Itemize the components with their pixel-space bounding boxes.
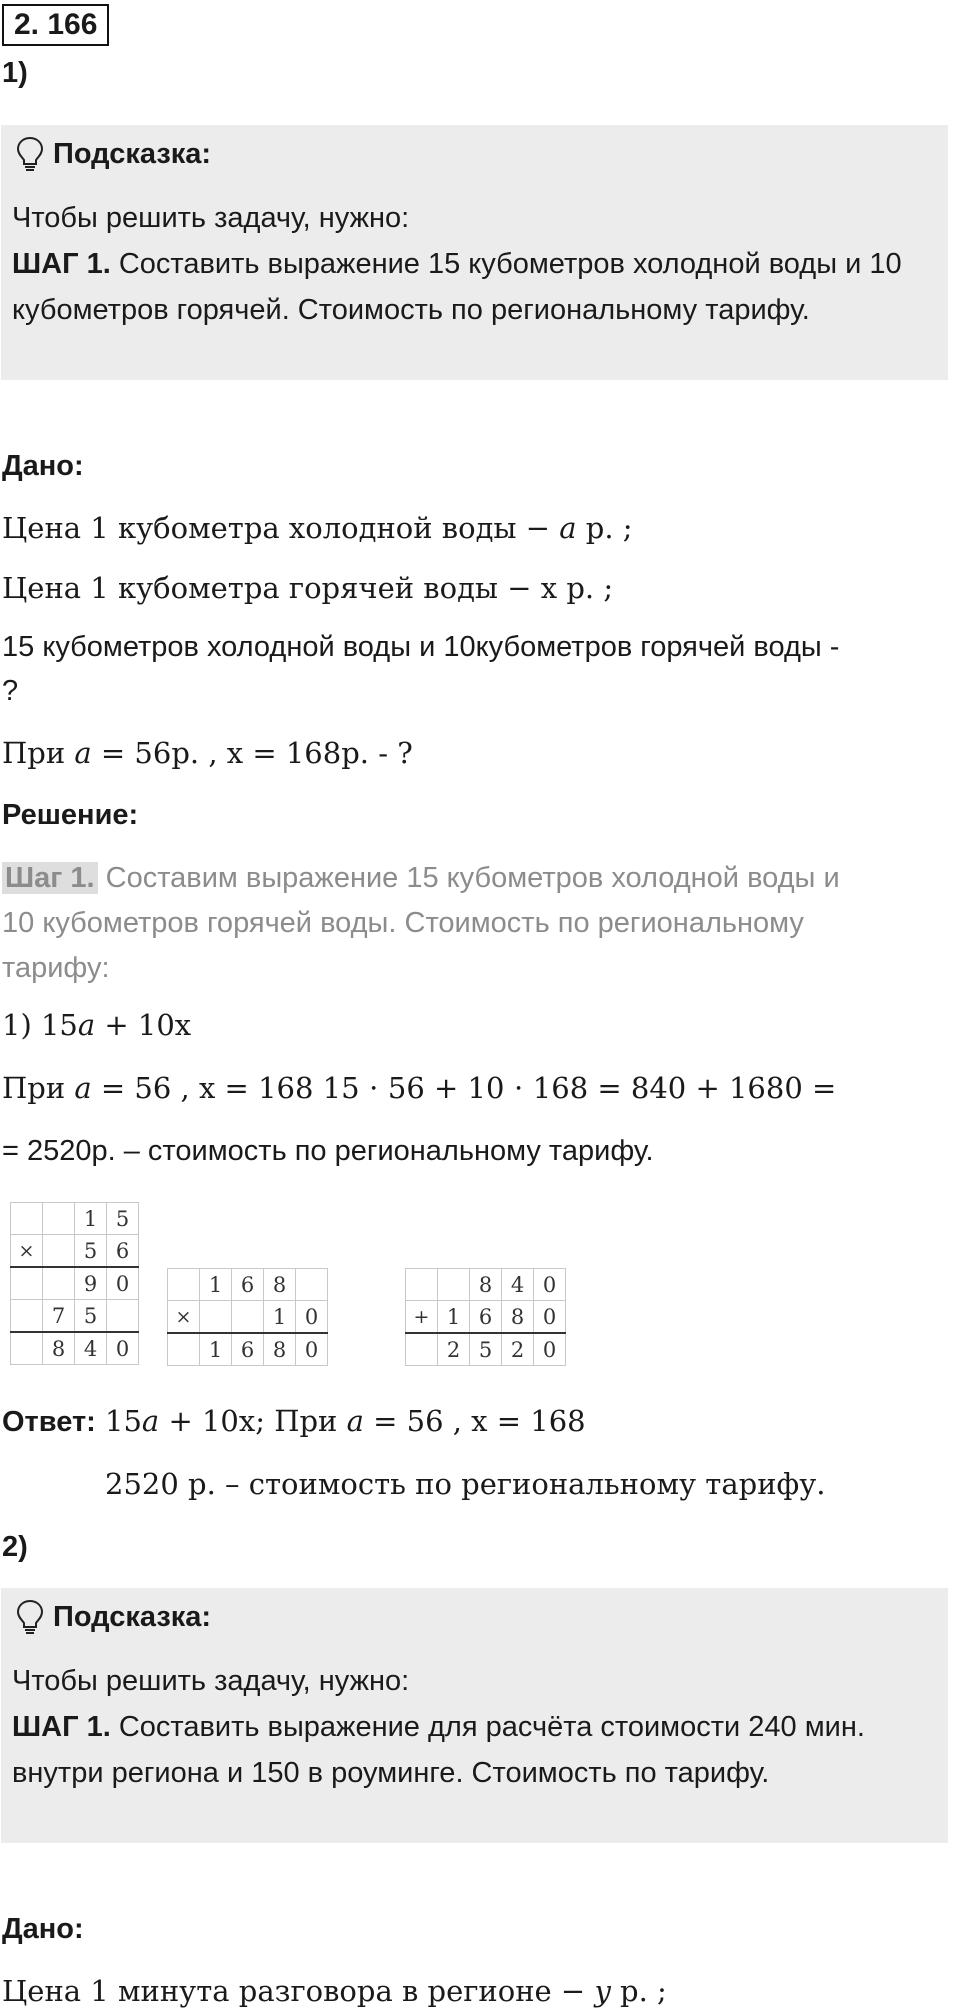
calc-cell: 6: [107, 1235, 139, 1268]
calc-cell: 6: [470, 1301, 502, 1334]
calc-cell: 1: [200, 1333, 232, 1366]
step-text: Составим выражение 15 кубометров холодной воды и: [97, 862, 840, 894]
calc-cell: [296, 1269, 328, 1301]
solution-line: 1) 15𝑎 + 10x: [2, 1008, 192, 1042]
given-label: Дано:: [2, 1913, 84, 1945]
answer-text: 15𝑎 + 10x; При 𝑎 = 56 , x = 168: [95, 1404, 586, 1438]
calc-cell: [11, 1203, 43, 1235]
hint-box: [1, 1588, 948, 1843]
calc-cell: 0: [107, 1332, 139, 1365]
answer-label: Ответ:: [2, 1406, 96, 1438]
given-line: 15 кубометров холодной воды и 10кубометров горячей воды -: [2, 631, 840, 663]
calc-cell: [232, 1301, 264, 1334]
part-label: 2): [2, 1531, 28, 1563]
calc-cell: 0: [534, 1301, 566, 1334]
hint-title: Подсказка:: [53, 138, 212, 170]
hint-body: [12, 195, 932, 333]
hint-title: Подсказка:: [53, 1601, 212, 1633]
calc-cell: [107, 1300, 139, 1333]
column-multiplication-1: [10, 1202, 139, 1365]
hint-header: [15, 1594, 211, 1640]
hint-header: [15, 131, 211, 177]
problem-number: 2. 166: [2, 4, 109, 46]
lightbulb-icon: [15, 1598, 45, 1636]
calc-cell: 8: [43, 1332, 75, 1365]
calc-cell: [43, 1267, 75, 1300]
calc-cell: [406, 1333, 438, 1366]
calc-cell: 1: [264, 1301, 296, 1334]
calc-cell: 7: [43, 1300, 75, 1333]
hint-step-label: ШАГ 1.: [12, 248, 111, 280]
step-label: Шаг 1.: [2, 862, 98, 894]
given-line: При 𝑎 = 56р. , x = 168р. - ?: [2, 736, 413, 770]
given-line: Цена 1 кубометра горячей воды − x р. ;: [2, 571, 614, 605]
hint-step-label: ШАГ 1.: [12, 1711, 111, 1743]
calc-cell: ×: [11, 1235, 43, 1268]
calc-cell: 5: [75, 1235, 107, 1268]
hint-body: [12, 1658, 932, 1796]
calc-cell: ×: [168, 1301, 200, 1334]
calc-cell: [406, 1269, 438, 1301]
calc-cell: [11, 1332, 43, 1365]
part-label: 1): [2, 57, 28, 89]
calc-cell: [168, 1269, 200, 1301]
calc-cell: 5: [107, 1203, 139, 1235]
calc-cell: [11, 1267, 43, 1300]
hint-box: [1, 125, 948, 380]
column-multiplication-2: [167, 1268, 328, 1366]
answer-line-2: 2520 р. – стоимость по региональному тарифу.: [105, 1467, 826, 1501]
step-line: тарифу:: [2, 952, 110, 984]
calc-cell: 2: [502, 1333, 534, 1366]
hint-step: [12, 241, 932, 333]
step-line: 10 кубометров горячей воды. Стоимость по региональному: [2, 907, 804, 939]
calc-cell: 0: [296, 1301, 328, 1334]
calc-cell: 8: [470, 1269, 502, 1301]
calc-cell: 2: [438, 1333, 470, 1366]
calc-cell: 8: [502, 1301, 534, 1334]
calc-cell: 4: [75, 1332, 107, 1365]
answer-line: [2, 1398, 586, 1445]
calc-cell: 1: [75, 1203, 107, 1235]
given-label: Дано:: [2, 450, 84, 482]
calc-cell: [43, 1235, 75, 1268]
lightbulb-icon: [15, 135, 45, 173]
calc-cell: 0: [534, 1269, 566, 1301]
hint-step-text: Составить выражение для расчёта стоимости 240 мин. внутри региона и 150 в роуминге. Стоимость по тарифу.: [12, 1711, 865, 1789]
calc-cell: [43, 1203, 75, 1235]
given-line: Цена 1 кубометра холодной воды − 𝑎 р. ;: [2, 511, 633, 545]
hint-intro: Чтобы решить задачу, нужно:: [12, 1665, 410, 1697]
calc-cell: [200, 1301, 232, 1334]
calc-cell: 6: [232, 1269, 264, 1301]
calc-cell: 9: [75, 1267, 107, 1300]
calc-cell: 1: [200, 1269, 232, 1301]
solution-label: Решение:: [2, 799, 139, 831]
calc-cell: 8: [264, 1269, 296, 1301]
calc-cell: 5: [75, 1300, 107, 1333]
solution-line: = 2520р. – стоимость по региональному тарифу.: [2, 1135, 654, 1167]
calc-cell: 5: [470, 1333, 502, 1366]
solution-line: При 𝑎 = 56 , x = 168 15 ⋅ 56 + 10 ⋅ 168 = 840 + 1680 =: [2, 1071, 837, 1105]
calc-cell: 0: [534, 1333, 566, 1366]
calc-cell: 0: [107, 1267, 139, 1300]
step-line: [2, 855, 840, 901]
calc-cell: [11, 1300, 43, 1333]
calc-cell: 8: [264, 1333, 296, 1366]
hint-step-text: Составить выражение 15 кубометров холодной воды и 10 кубометров горячей. Стоимость по региональному тарифу.: [12, 248, 902, 326]
calc-cell: +: [406, 1301, 438, 1334]
calc-cell: [438, 1269, 470, 1301]
calc-cell: [168, 1333, 200, 1366]
calc-cell: 4: [502, 1269, 534, 1301]
column-addition: [405, 1268, 566, 1366]
calc-cell: 0: [296, 1333, 328, 1366]
calc-cell: 6: [232, 1333, 264, 1366]
given-line: ?: [2, 675, 19, 707]
given-line: Цена 1 минута разговора в регионе − 𝑦 р. ;: [2, 1974, 667, 2008]
hint-intro: Чтобы решить задачу, нужно:: [12, 202, 410, 234]
calc-cell: 1: [438, 1301, 470, 1334]
hint-step: [12, 1704, 932, 1796]
